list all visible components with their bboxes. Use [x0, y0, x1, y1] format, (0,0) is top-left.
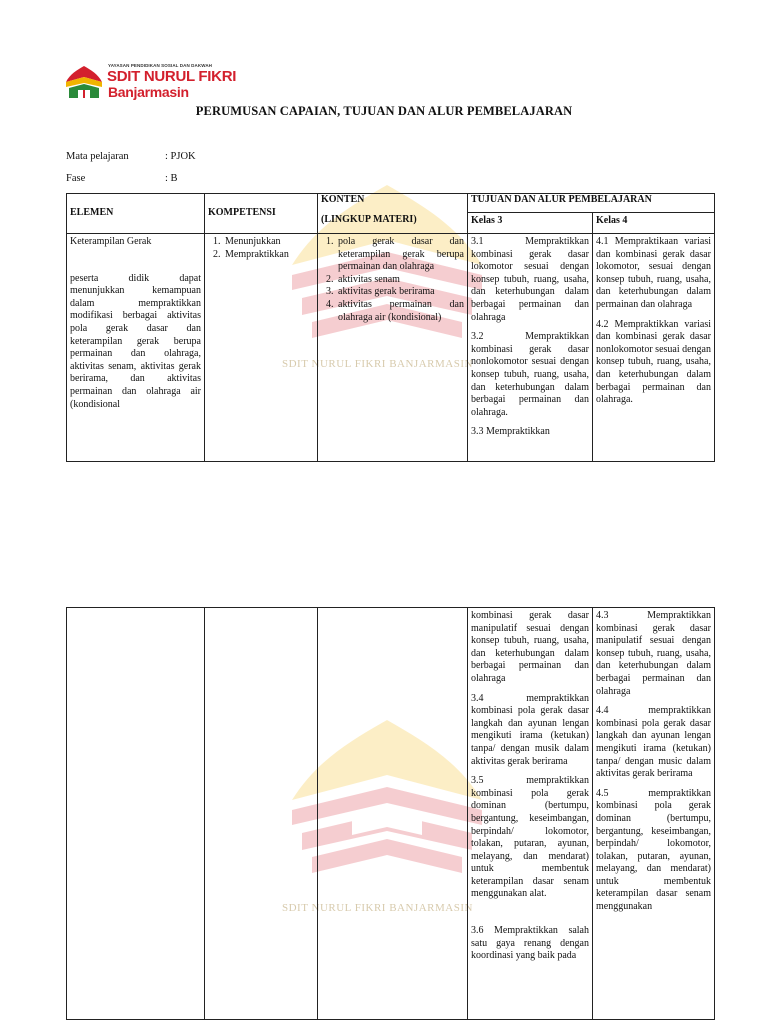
- cell-konten: [318, 608, 468, 1020]
- cell-kelas3: [468, 608, 593, 1020]
- list-item: 2. Mempraktikkan: [223, 249, 314, 262]
- table-row: [67, 234, 715, 462]
- header-tujuan: TUJUAN DAN ALUR PEMBELAJARAN: [468, 194, 715, 213]
- meta-value: : B: [165, 173, 178, 184]
- cell-kelas4: [593, 234, 715, 462]
- school-logo: [64, 63, 237, 103]
- header-konten-line1: KONTEN: [321, 194, 365, 205]
- cell-elemen: [67, 608, 205, 1020]
- cell-konten: [318, 234, 468, 462]
- watermark-text: SDIT NURUL FIKRI BANJARMASIN: [282, 902, 473, 914]
- objective-item: 3.4 mempraktikkan kombinasi pola gerak dasar langkah dan ayunan lengan mengikuti irama (ketukan) tanpa/ dengan musik dalam aktivitas gerak berirama: [471, 692, 589, 767]
- watermark-text: SDIT NURUL FIKRI BANJARMASIN: [282, 358, 473, 370]
- cell-kelas4: [593, 608, 715, 1020]
- meta-label: Fase: [66, 173, 86, 184]
- objective-item: 4.5 mempraktikkan kombinasi pola gerak dominan (bertumpu, bergantung, keseimbangan, berpindah/ lokomotor, tolakan, putaran, ayunan, melayang, dan mendarat) untuk membentuk keterampilan dasar senam menggunakan: [596, 787, 711, 913]
- meta-value: : PJOK: [165, 151, 196, 162]
- header-konten-line2: (LINGKUP MATERI): [321, 213, 417, 225]
- objective-item: 3.6 Mempraktikkan salah satu gaya renang dengan koordinasi yang baik pada: [471, 925, 589, 962]
- objective-item: 3.5 mempraktikkan kombinasi pola gerak dominan (bertumpu, bergantung, keseimbangan, berpindah/ lokomotor, tolakan, putaran, ayunan, melayang, dan mendarat) untuk membentuk keterampilan dasar senam menggunakan alat.: [471, 775, 589, 900]
- objective-item: 3.3 Mempraktikkan: [471, 426, 550, 438]
- school-name: [107, 68, 236, 85]
- header-kelas4: Kelas 4: [593, 213, 715, 234]
- header-kelas3: Kelas 3: [468, 213, 593, 234]
- elemen-title: Keterampilan Gerak: [70, 236, 152, 247]
- document-title: PERUMUSAN CAPAIAN, TUJUAN DAN ALUR PEMBELAJARAN: [195, 104, 573, 118]
- objective-item: kombinasi gerak dasar manipulatif sesuai dengan konsep tubuh, ruang, usaha, dan keterhubungan dalam berbagai permainan dan olahraga: [471, 610, 589, 684]
- school-name-sdit: SDIT: [107, 68, 140, 85]
- objective-item: 3.1 Mempraktikkan kombinasi gerak dasar lokomotor sesuai dengan konsep tubuh, ruang, usaha, dan keterhubungan dalam berbagai permainan dan olahraga: [471, 236, 589, 323]
- foundation-name: YAYASAN PENDIDIKAN SOSIAL DAN DAKWAH: [108, 63, 213, 68]
- school-emblem-icon: [64, 65, 104, 101]
- list-item: 4. aktivitas permainan dan olahraga air (kondisional): [336, 299, 464, 324]
- table-row: [67, 608, 715, 1020]
- objective-item: 4.3 Mempraktikkan kombinasi gerak dasar manipulatif sesuai dengan konsep tubuh, ruang, usaha, dan keterhubungan dalam berbagai permainan dan olahraga: [596, 610, 711, 697]
- school-name-nurul-fikri: NURUL FIKRI: [143, 68, 237, 85]
- objective-item: 4.2 Mempraktikkan variasi dan kombinasi gerak dasar nonlokomotor sesuai dengan konsep tubuh, ruang, usaha, dan keterhubungan dalam berbagai permainan dan olahraga.: [596, 318, 711, 406]
- school-city: Banjarmasin: [108, 84, 189, 100]
- meta-label: Mata pelajaran: [66, 151, 129, 162]
- elemen-description: peserta didik dapat menunjukkan kemampuan dalam mempraktikkan modifikasi berbagai aktivitas pola gerak dasar dan keterampilan gerak berupa permainan dan olahraga, aktivitas senam, aktivitas gerak berirama, dan aktivitas permainan dan olahraga air (kondisional: [70, 272, 201, 410]
- objective-item: 4.4 mempraktikkan kombinasi pola gerak dasar langkah dan ayunan lengan mengikuti irama (ketukan) tanpa/ dengan music dalam aktivitas gerak berirama: [596, 705, 711, 780]
- table-header-row: [67, 194, 715, 213]
- header-elemen: ELEMEN: [67, 194, 205, 234]
- cell-kompetensi: [205, 608, 318, 1020]
- list-item: 1. Menunjukkan: [223, 236, 314, 249]
- list-item: 3. aktivitas gerak berirama: [336, 286, 464, 299]
- header-kompetensi: KOMPETENSI: [205, 194, 318, 234]
- curriculum-table-part2: [66, 607, 715, 1020]
- objective-item: 3.2 Mempraktikkan kombinasi gerak dasar nonlokomotor sesuai dengan konsep tubuh, ruang, usaha, dan keterhubungan dalam berbagai permainan dan olahraga.: [471, 331, 589, 418]
- curriculum-table-part1: [66, 193, 715, 462]
- cell-kompetensi: [205, 234, 318, 462]
- header-konten: [318, 194, 468, 234]
- objective-item: 4.1 Mempraktikaan variasi dan kombinasi gerak dasar lokomotor, sesuai dengan konsep tubuh, ruang, usaha, dan keterhubungan dalam permainan dan olahraga: [596, 236, 711, 310]
- list-item: 1. pola gerak dasar dan keterampilan gerak berupa permainan dan olahraga: [336, 236, 464, 274]
- cell-kelas3: [468, 234, 593, 462]
- kompetensi-list: [208, 236, 314, 261]
- cell-elemen: [67, 234, 205, 462]
- konten-list: [321, 236, 464, 324]
- list-item: 2. aktivitas senam: [336, 274, 464, 287]
